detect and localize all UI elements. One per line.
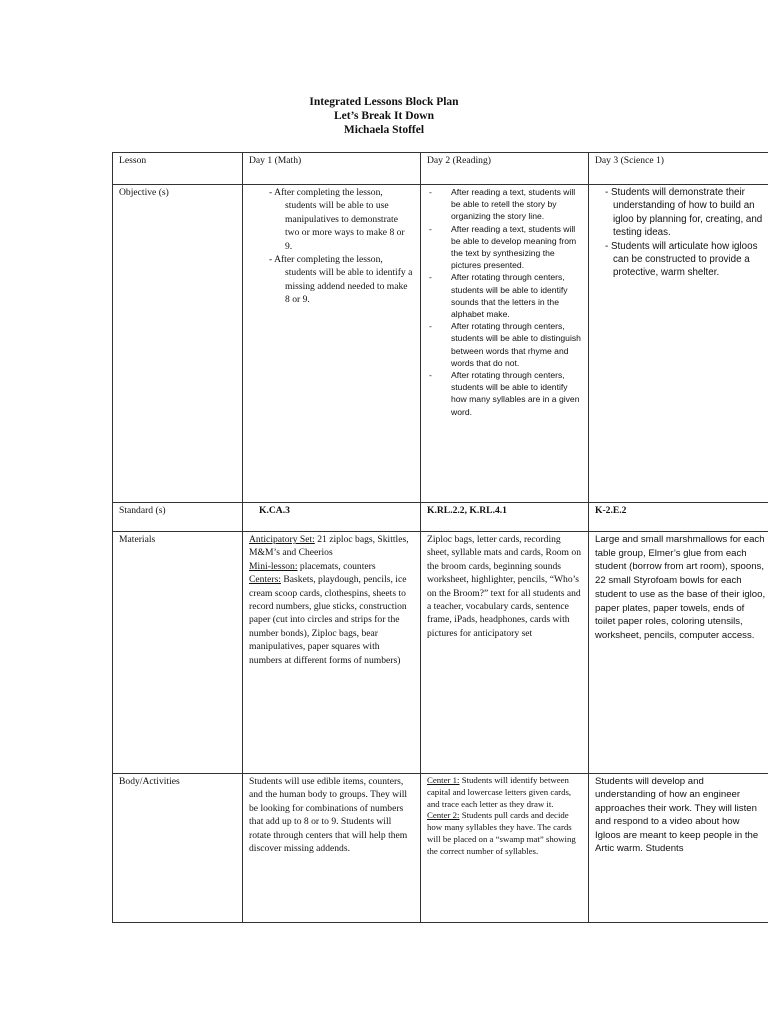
standard-row (113, 503, 768, 532)
objective-day2-list (427, 186, 582, 418)
document-title: Integrated Lessons Block Plan (309, 96, 459, 108)
objective-day2-cell (421, 185, 589, 503)
objective-day3-item: - Students will demonstrate their understanding of how to build an igloo by planning for, creating, and testing ideas. (605, 187, 763, 239)
objective-day2-item: - After rotating through centers, students will be able to identify sounds that the letters in the alphabet make. (451, 271, 582, 320)
objective-day2-item: - After reading a text, students will be able to develop meaning from the text by synthesizing the pictures presented. (451, 223, 582, 272)
center1-label: Center 1: (427, 775, 460, 785)
center1-text: Students will identify between capital and lowercase letters given cards, and trace each letter as they draw it. (427, 775, 572, 809)
body-day1: Students will use edible items, counters, and the human body to groups. They will be looking for combinations of numbers that add up to 8 or to 9. Students will rotate through centers that will help them discover missing addends. (243, 774, 421, 923)
body-day3: Students will develop and understanding of how an engineer approaches their work. They will listen and respond to a video about how Igloos are meant to keep people in the Artic warm. Students (589, 774, 768, 923)
objective-day1-item: - After completing the lesson, students will be able to identify a missing addend needed to make 8 or 9. (269, 254, 413, 306)
body-activities-row (113, 774, 768, 923)
objective-day3-item: - Students will articulate how igloos can be constructed to provide a protective, warm shelter. (605, 240, 758, 279)
lesson-plan-table (112, 152, 768, 923)
body-activities-label: Body/Activities (113, 774, 243, 923)
header-cell-day3: Day 3 (Science 1) (589, 153, 768, 185)
center2-label: Center 2: (427, 810, 460, 821)
objective-day3-cell (589, 185, 768, 503)
document-author: Michaela Stoffel (343, 124, 425, 136)
objective-day2-item: - After reading a text, students will be able to retell the story by organizing the story line. (451, 186, 582, 223)
objective-row (113, 185, 768, 503)
header-cell-lesson: Lesson (113, 153, 243, 185)
document-header (0, 95, 768, 137)
standard-day3: K-2.E.2 (589, 503, 768, 532)
centers-text: Baskets, playdough, pencils, ice cream scoop cards, clothespins, sheets to record numbers, glue sticks, construction paper (cut into circles and strips for the number bonds), Ziploc bags, bear manipulatives, paper squares with numbers at different forms of numbers) (249, 574, 407, 666)
standard-day1: K.CA.3 (243, 503, 421, 532)
mini-lesson-label: Mini-lesson: (249, 560, 298, 572)
center2-text: Students pull cards and decide how many syllables they have. The cards will be placed on a “swamp mat” showing the correct number of syllables. (427, 810, 576, 856)
mini-lesson-text: placemats, counters (297, 560, 376, 572)
standard-label: Standard (s) (113, 503, 243, 532)
materials-row (113, 532, 768, 774)
header-cell-day2: Day 2 (Reading) (421, 153, 589, 185)
standard-day2: K.RL.2.2, K.RL.4.1 (421, 503, 589, 532)
centers-label: Centers: (249, 574, 281, 586)
header-cell-day1: Day 1 (Math) (243, 153, 421, 185)
anticipatory-set-label: Anticipatory Set: (249, 534, 315, 545)
document-subtitle: Let’s Break It Down (334, 110, 434, 122)
materials-label: Materials (113, 532, 243, 774)
materials-day2: Ziploc bags, letter cards, recording sheet, syllable mats and cards, Room on the broom cards, beginning sounds worksheet, highlighter, pencils, “Who’s on the Broom?” text for all students and a teacher, vocabulary cards, sentence frame, iPads, headphones, cards with pictures for anticipatory set (421, 532, 589, 774)
objective-day2-item: - After rotating through centers, students will be able to distinguish between words that rhyme and words that do not. (451, 320, 582, 369)
objective-label: Objective (s) (113, 185, 243, 503)
objective-day1-item: - After completing the lesson, students will be able to use manipulatives to demonstrate two or more ways to make 8 or 9. (269, 187, 405, 252)
objective-day1-cell (243, 185, 421, 503)
anticipatory-set-text: 21 ziploc bags, Skittles, M&M’s and Cheerios (249, 534, 409, 559)
body-day2-cell (421, 774, 589, 923)
materials-day3: Large and small marshmallows for each table group, Elmer’s glue from each student (borrow from art room), spoons, 22 small Styrofoam bowls for each student to use as the base of their igloo, paper plates, paper towels, ends of toilet paper roles, coloring utensils, worksheet, pencils, computer access. (589, 532, 768, 774)
materials-day1-cell (243, 532, 421, 774)
objective-day2-item: - After rotating through centers, students will be able to identify how many syllables are in a given word. (451, 369, 582, 418)
table-header-row (113, 153, 768, 185)
